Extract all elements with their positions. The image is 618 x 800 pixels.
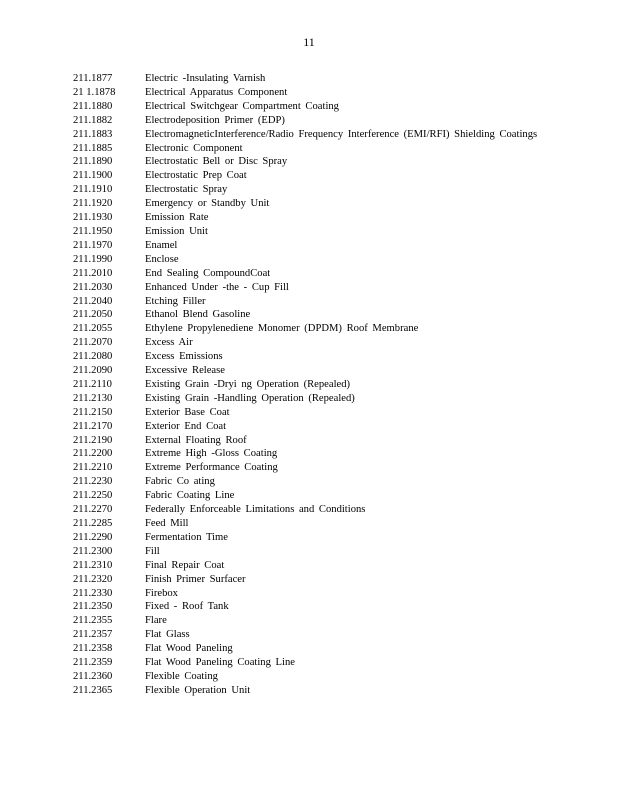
section-number: 211.2250	[73, 490, 113, 502]
defined-term: Finish Primer Surfacer	[145, 573, 246, 585]
section-number: 211.1883	[73, 128, 113, 140]
list-item	[73, 211, 543, 225]
defined-term: Feed Mill	[145, 518, 189, 529]
defined-term: External Floating Roof	[145, 434, 247, 446]
list-item	[73, 434, 543, 448]
defined-term: Emission Rate	[145, 212, 209, 224]
list-item	[73, 656, 543, 670]
list-item	[73, 364, 543, 378]
section-number: 211.2355	[73, 615, 113, 627]
list-item	[73, 281, 543, 295]
section-number: 211.2330	[73, 587, 113, 599]
defined-term: Electrical Apparatus Component	[145, 86, 288, 98]
list-item	[73, 308, 543, 322]
section-number: 211.1877	[73, 73, 113, 84]
defined-term: Flexible Coating	[145, 670, 218, 682]
list-item	[73, 545, 543, 559]
section-number: 211.1970	[73, 239, 113, 251]
list-item	[73, 420, 543, 434]
section-number: 211.1920	[73, 198, 113, 210]
list-item	[73, 600, 543, 614]
defined-term: Fill	[145, 545, 160, 557]
list-item	[73, 114, 543, 128]
list-item	[73, 100, 543, 114]
list-item	[73, 642, 543, 656]
defined-term: Fabric Coating Line	[145, 490, 235, 502]
section-number: 211.2090	[73, 365, 113, 377]
defined-term: Existing Grain -Dryi ng Operation (Repealed)	[145, 378, 351, 390]
section-number: 211.1950	[73, 225, 113, 237]
list-item	[73, 628, 543, 642]
section-number: 211.2285	[73, 518, 113, 529]
section-number: 211.2310	[73, 559, 113, 571]
list-item	[73, 253, 543, 267]
defined-term: Flat Glass	[145, 629, 190, 641]
defined-term: Electronic Component	[145, 142, 243, 154]
list-item	[73, 155, 543, 169]
section-number: 211.1990	[73, 253, 113, 265]
list-item	[73, 406, 543, 420]
section-number: 211.2210	[73, 462, 113, 474]
section-number: 211.2350	[73, 601, 113, 613]
defined-term: End Sealing CompoundCoat	[145, 267, 271, 279]
defined-term: Emergency or Standby Unit	[145, 198, 270, 210]
defined-term: Flexible Operation Unit	[145, 684, 251, 696]
section-number: 211.2040	[73, 295, 113, 307]
defined-term: Enclose	[145, 253, 179, 265]
defined-term: Exterior Base Coat	[145, 406, 230, 418]
section-number: 211.1910	[73, 184, 113, 196]
list-item	[73, 461, 543, 475]
defined-term: Electrostatic Spray	[145, 184, 228, 196]
section-number: 211.2080	[73, 351, 113, 363]
list-item	[73, 489, 543, 503]
defined-term: Flat Wood Paneling	[145, 643, 233, 655]
section-number: 211.2170	[73, 420, 113, 432]
list-item	[73, 392, 543, 406]
section-number: 211.2359	[73, 657, 113, 669]
defined-term: Electric -Insulating Varnish	[145, 73, 266, 84]
list-item	[73, 267, 543, 281]
list-item	[73, 559, 543, 573]
defined-term: Excess Air	[145, 337, 193, 349]
defined-term: Electrodeposition Primer (EDP)	[145, 114, 285, 126]
list-item	[73, 336, 543, 350]
list-item	[73, 670, 543, 684]
defined-term: Fermentation Time	[145, 531, 228, 543]
list-item	[73, 573, 543, 587]
section-number: 211.2360	[73, 670, 113, 682]
defined-term: Fabric Co ating	[145, 476, 215, 488]
page-number: 11	[303, 35, 315, 49]
defined-term: Exterior End Coat	[145, 420, 227, 432]
section-number: 211.1930	[73, 212, 113, 224]
section-number: 211.2190	[73, 434, 113, 446]
section-number: 211.2365	[73, 684, 113, 696]
list-item	[73, 531, 543, 545]
section-number: 211.2130	[73, 392, 113, 404]
defined-term: Firebox	[145, 587, 178, 599]
list-item	[73, 447, 543, 461]
defined-term: Flare	[145, 615, 167, 627]
list-item	[73, 183, 543, 197]
section-number: 211.2357	[73, 629, 113, 641]
defined-term: Enhanced Under -the - Cup Fill	[145, 281, 289, 293]
list-item	[73, 239, 543, 253]
section-number: 211.2050	[73, 309, 113, 321]
section-number: 211.2290	[73, 531, 113, 543]
defined-term: Electrostatic Bell or Disc Spray	[145, 156, 288, 168]
list-item	[73, 169, 543, 183]
section-number: 211.1882	[73, 114, 113, 126]
list-item	[73, 86, 543, 100]
defined-term: Ethanol Blend Gasoline	[145, 309, 251, 321]
definition-list	[73, 72, 543, 698]
section-number: 21 1.1878	[73, 86, 116, 98]
list-item	[73, 350, 543, 364]
list-item	[73, 197, 543, 211]
defined-term: Excessive Release	[145, 365, 225, 377]
section-number: 211.1880	[73, 100, 113, 112]
section-number: 211.2110	[73, 378, 112, 390]
section-number: 211.2230	[73, 476, 113, 488]
section-number: 211.1890	[73, 156, 113, 168]
section-number: 211.1900	[73, 170, 113, 182]
section-number: 211.2010	[73, 267, 113, 279]
list-item	[73, 587, 543, 601]
section-number: 211.2030	[73, 281, 113, 293]
list-item	[73, 503, 543, 517]
list-item	[73, 378, 543, 392]
list-item	[73, 142, 543, 156]
defined-term: Enamel	[145, 239, 178, 251]
section-number: 211.2200	[73, 448, 113, 460]
defined-term: Flat Wood Paneling Coating Line	[145, 657, 295, 669]
defined-term: Etching Filler	[145, 295, 206, 307]
section-number: 211.2070	[73, 337, 113, 349]
section-number: 211.2300	[73, 545, 113, 557]
list-item	[73, 72, 543, 86]
list-item	[73, 322, 543, 336]
section-number: 211.2055	[73, 323, 113, 335]
defined-term: Electrical Switchgear Compartment Coating	[145, 100, 339, 112]
defined-term: Extreme Performance Coating	[145, 462, 278, 474]
list-item	[73, 128, 543, 142]
defined-term: Fixed - Roof Tank	[145, 601, 229, 613]
defined-term: Existing Grain -Handling Operation (Repealed)	[145, 392, 355, 404]
list-item	[73, 684, 543, 698]
defined-term: Electrostatic Prep Coat	[145, 170, 247, 182]
section-number: 211.2270	[73, 504, 113, 516]
section-number: 211.1885	[73, 142, 113, 154]
section-number: 211.2358	[73, 643, 113, 655]
defined-term: Final Repair Coat	[145, 559, 225, 571]
defined-term: Excess Emissions	[145, 351, 223, 363]
list-item	[73, 517, 543, 531]
list-item	[73, 475, 543, 489]
defined-term: Extreme High -Gloss Coating	[145, 448, 278, 460]
list-item	[73, 225, 543, 239]
section-number: 211.2150	[73, 406, 113, 418]
list-item	[73, 295, 543, 309]
list-item	[73, 614, 543, 628]
defined-term: ElectromagneticInterference/Radio Frequency Interference (EMI/RFI) Shielding Coatings	[145, 128, 538, 140]
defined-term: Emission Unit	[145, 225, 208, 237]
defined-term: Federally Enforceable Limitations and Conditions	[145, 504, 366, 516]
defined-term: Ethylene Propylenediene Monomer (DPDM) Roof Membrane	[145, 323, 419, 335]
section-number: 211.2320	[73, 573, 113, 585]
